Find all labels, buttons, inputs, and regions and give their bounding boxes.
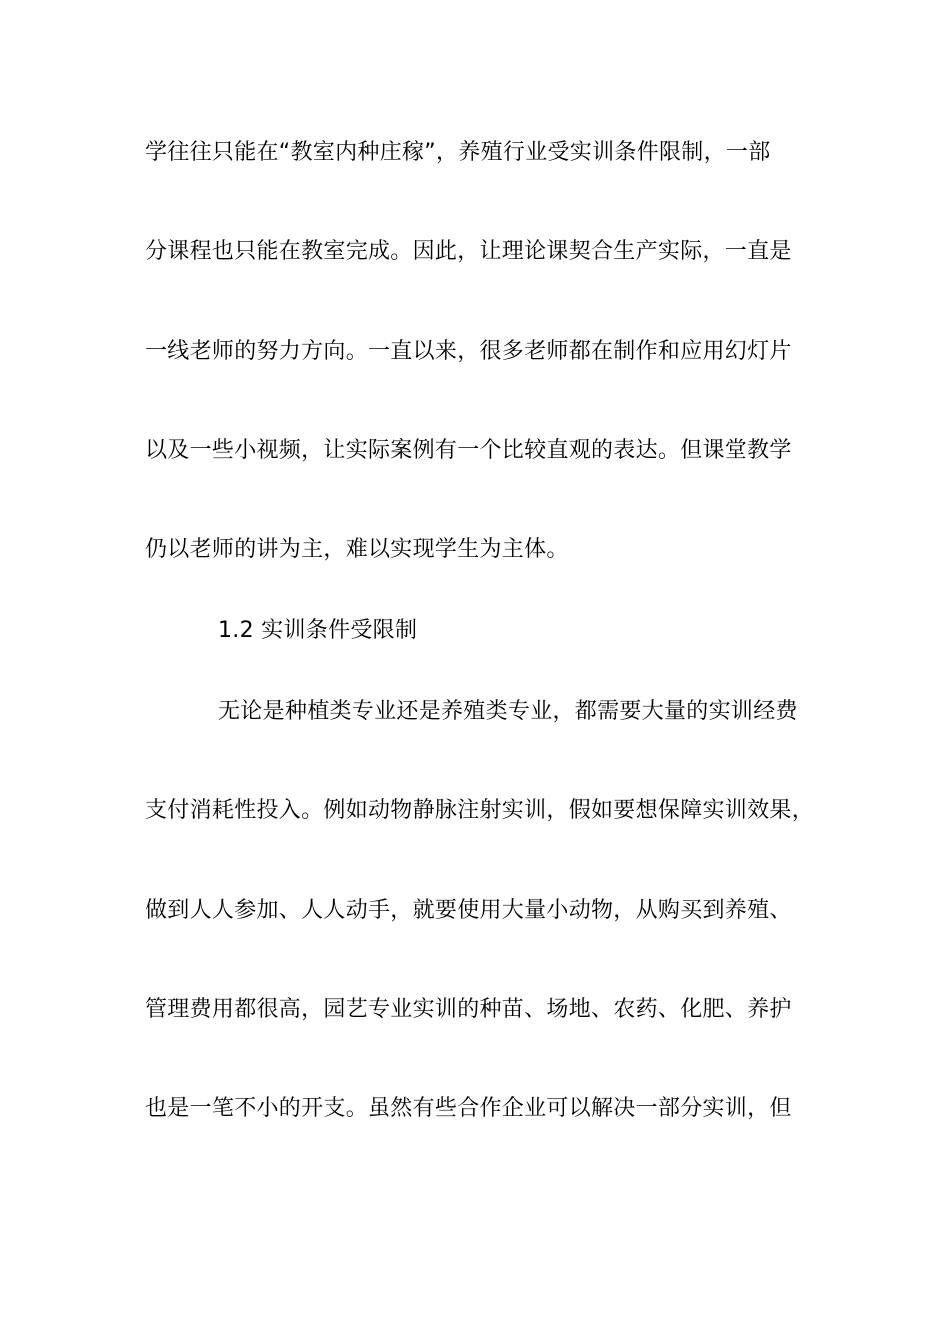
section-heading: 1.2 实训条件受限制 [218,618,418,643]
paragraph-line: 分课程也只能在教室完成。因此，让理论课契合生产实际，一直是 [145,239,792,264]
paragraph-line: 做到人人参加、人人动手，就要使用大量小动物，从购买到养殖、 [145,898,792,923]
paragraph-line: 以及一些小视频，让实际案例有一个比较直观的表达。但课堂教学 [145,438,792,463]
paragraph-line: 支付消耗性投入。例如动物静脉注射实训，假如要想保障实训效果， [145,798,815,823]
paragraph-line: 学往往只能在“教室内种庄稼”，养殖行业受实训条件限制，一部 [145,140,771,165]
paragraph-line: 也是一笔不小的开支。虽然有些合作企业可以解决一部分实训，但 [145,1096,792,1121]
paragraph-line: 管理费用都很高，园艺专业实训的种苗、场地、农药、化肥、养护 [145,997,792,1022]
paragraph-line: 无论是种植类专业还是养殖类专业，都需要大量的实训经费 [218,699,798,724]
paragraph-line: 仍以老师的讲为主，难以实现学生为主体。 [145,537,569,562]
paragraph-line: 一线老师的努力方向。一直以来，很多老师都在制作和应用幻灯片 [145,339,792,364]
